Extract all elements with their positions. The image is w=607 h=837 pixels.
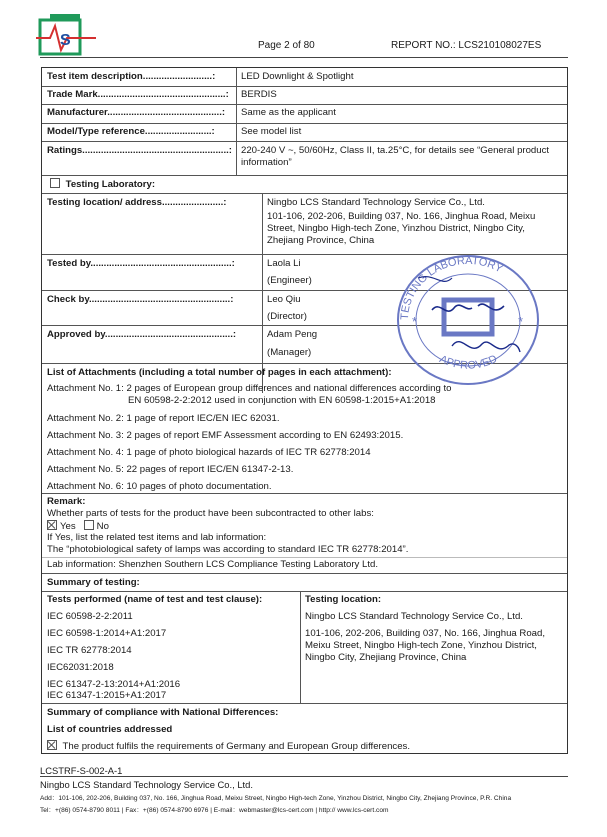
attachment-2: Attachment No. 2: 1 page of report IEC/EN IEC 62031. xyxy=(47,413,280,424)
label-tested-by: Tested by.....................................................: xyxy=(47,258,235,269)
compliance-heading: Summary of compliance with National Differences: xyxy=(47,707,279,718)
summary-location-address: 101-106, 202-206, Building 037, No. 166, Jinghua Road, Meixu Street, Ningbo High-tech Zone, Yinzhou District, Ningbo City, Zhejiang Province, China xyxy=(305,628,546,663)
label-test-item: Test item description..........................: xyxy=(47,71,216,82)
countries-heading: List of countries addressed xyxy=(47,724,173,735)
attachment-1-cont: EN 60598-2-2:2012 used in conjunction with EN 60598-1:2015+A1:2018 xyxy=(128,395,436,406)
lcs-logo xyxy=(36,12,96,58)
label-ratings: Ratings.......................................................: xyxy=(47,145,232,156)
attachment-1: Attachment No. 1: 2 pages of European group differences and national differences according to xyxy=(47,383,452,394)
footer-company: Ningbo LCS Standard Technology Service Co., Ltd. xyxy=(40,779,253,790)
approval-stamp xyxy=(382,248,554,392)
summary-location-name: Ningbo LCS Standard Technology Service Co., Ltd. xyxy=(305,611,523,622)
approved-by-name: Adam Peng xyxy=(267,329,318,340)
value-model: See model list xyxy=(241,126,302,137)
yes-label: Yes xyxy=(60,521,76,532)
remark-question: Whether parts of tests for the product have been subcontracted to other labs: xyxy=(47,508,374,519)
yes-checkbox[interactable] xyxy=(47,520,57,530)
remark-lab-info: Lab information: Shenzhen Southern LCS Compliance Testing Laboratory Ltd. xyxy=(47,559,379,570)
remark-photobio: The “photobiological safety of lamps was according to standard IEC TR 62778:2014”. xyxy=(47,544,409,555)
svg-text:S: S xyxy=(60,32,71,49)
tested-by-role: (Engineer) xyxy=(267,275,312,286)
value-trade-mark: BERDIS xyxy=(241,89,277,100)
footer-rule xyxy=(40,776,568,777)
testing-location-address: 101-106, 202-206, Building 037, No. 166, Jinghua Road, Meixu Street, Ningbo High-tech Zone, Yinzhou District, Ningbo City, Zhejiang Province, China xyxy=(267,211,536,246)
report-table xyxy=(41,67,568,754)
svg-text:TESTING LABORATORY: TESTING LABORATORY xyxy=(398,254,505,321)
check-by-role: (Director) xyxy=(267,311,307,322)
tests-heading: Tests performed (name of test and test clause): xyxy=(47,594,263,605)
page-number: Page 2 of 80 xyxy=(258,40,315,51)
test-3: IEC TR 62778:2014 xyxy=(47,645,132,656)
test-5: IEC 61347-2-13:2014+A1:2016 xyxy=(47,679,181,690)
check-by-name: Leo Qiu xyxy=(267,294,301,305)
approved-by-role: (Manager) xyxy=(267,347,312,358)
no-label: No xyxy=(96,521,109,532)
label-check-by: Check by.....................................................: xyxy=(47,294,234,305)
label-testing-location: Testing location/ address.......................: xyxy=(47,197,227,208)
remark-if-yes: If Yes, list the related test items and lab information: xyxy=(47,532,267,543)
label-manufacturer: Manufacturer...........................................: xyxy=(47,107,226,118)
summary-heading: Summary of testing: xyxy=(47,577,140,588)
attachment-5: Attachment No. 5: 22 pages of report IEC/EN 61347-2-13. xyxy=(47,464,294,475)
test-4: IEC62031:2018 xyxy=(47,662,114,673)
testing-location-name: Ningbo LCS Standard Technology Service Co., Ltd. xyxy=(267,197,485,208)
label-trade-mark: Trade Mark................................................: xyxy=(47,89,229,100)
footer-address: Add：101-106, 202-206, Building 037, No. 166, Jinghua Road, Meixu Street, Ningbo High-tech Zone, Yinzhou District, Ningbo City, Zhejiang Province, P.R. China xyxy=(40,795,512,802)
remark-heading: Remark: xyxy=(47,496,86,507)
attachment-3: Attachment No. 3: 2 pages of report EMF Assessment according to EN 62493:2015. xyxy=(47,430,404,441)
attachment-4: Attachment No. 4: 1 page of photo biological hazards of IEC TR 62778:2014 xyxy=(47,447,371,458)
svg-text:APPROVED: APPROVED xyxy=(437,353,500,372)
svg-text:*: * xyxy=(518,314,524,329)
summary-location-heading: Testing location: xyxy=(305,594,382,605)
header-rule xyxy=(40,57,568,58)
test-1: IEC 60598-2-2:2011 xyxy=(47,611,133,622)
attachment-6: Attachment No. 6: 10 pages of photo documentation. xyxy=(47,481,272,492)
label-approved-by: Approved by................................................: xyxy=(47,329,237,340)
test-6: IEC 61347-1:2015+A1:2017 xyxy=(47,690,167,701)
compliance-checkbox[interactable] xyxy=(47,740,57,750)
attachments-heading: List of Attachments (including a total number of pages in each attachment): xyxy=(47,367,392,378)
testing-lab-checkbox[interactable] xyxy=(50,178,60,188)
tested-by-name: Laola Li xyxy=(267,258,301,269)
testing-lab-heading: Testing Laboratory: xyxy=(50,178,155,191)
compliance-statement: The product fulfils the requirements of Germany and European Group differences. xyxy=(47,740,410,753)
value-ratings: 220-240 V ~, 50/60Hz, Class II, ta.25°C, for details see “General product information” xyxy=(241,145,550,168)
label-model: Model/Type reference.........................: xyxy=(47,126,215,137)
no-checkbox[interactable] xyxy=(84,520,94,530)
divider xyxy=(300,591,301,703)
footer-contact: Tel：+(86) 0574-8790 8011 | Fax：+(86) 0574-8790 6976 | E-mail：webmaster@lcs-cert.com | http:// www.lcs-cert.com xyxy=(40,807,389,814)
report-number: REPORT NO.: LCS210108027ES xyxy=(391,40,542,51)
footer-code: LCSTRF-S-002-A-1 xyxy=(40,765,123,776)
value-manufacturer: Same as the applicant xyxy=(241,107,336,118)
svg-text:*: * xyxy=(412,314,418,329)
test-2: IEC 60598-1:2014+A1:2017 xyxy=(47,628,167,639)
divider xyxy=(236,68,237,175)
value-test-item: LED Downlight & Spotlight xyxy=(241,71,354,82)
